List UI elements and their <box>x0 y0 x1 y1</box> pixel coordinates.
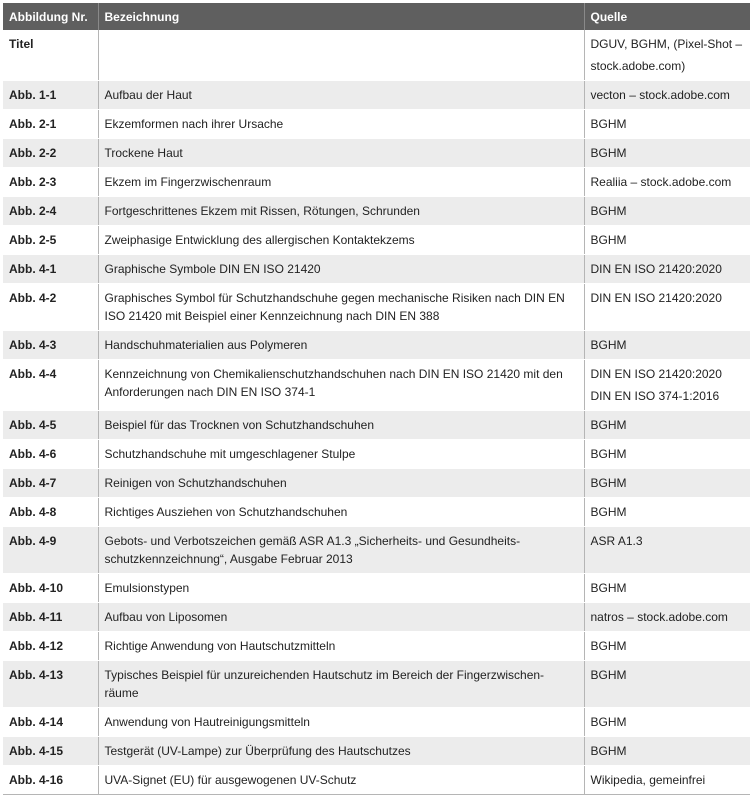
figure-number: Abb. 1-1 <box>3 81 98 110</box>
figure-source <box>584 81 750 110</box>
figure-number: Abb. 4-15 <box>3 737 98 766</box>
figure-source <box>584 766 750 795</box>
figure-description: Richtiges Ausziehen von Schutzhandschuhen <box>98 498 584 527</box>
table-body <box>3 30 750 795</box>
figure-number: Abb. 2-2 <box>3 139 98 168</box>
table-row <box>3 81 750 110</box>
source-line: BGHM <box>590 447 627 461</box>
source-line: DIN EN ISO 21420:2020 <box>590 262 722 276</box>
figure-number: Abb. 4-9 <box>3 527 98 574</box>
figure-source <box>584 440 750 469</box>
figure-source <box>584 632 750 661</box>
source-line: BGHM <box>590 744 627 758</box>
figure-number: Abb. 4-7 <box>3 469 98 498</box>
header-row <box>3 3 750 30</box>
figure-number: Abb. 4-12 <box>3 632 98 661</box>
figure-source <box>584 197 750 226</box>
figure-source <box>584 284 750 331</box>
figure-description: Graphische Symbole DIN EN ISO 21420 <box>98 255 584 284</box>
figure-number: Abb. 2-5 <box>3 226 98 255</box>
table-row <box>3 766 750 795</box>
table-row <box>3 139 750 168</box>
figure-number: Abb. 4-1 <box>3 255 98 284</box>
table-row <box>3 30 750 81</box>
source-line: BGHM <box>590 117 627 131</box>
table-row <box>3 440 750 469</box>
figure-number: Abb. 4-8 <box>3 498 98 527</box>
header-source: Quelle <box>584 3 750 30</box>
source-line: ASR A1.3 <box>590 534 643 548</box>
table-row <box>3 168 750 197</box>
source-line: BGHM <box>590 418 627 432</box>
figure-description: Zweiphasige Entwicklung des allergischen Kontaktekzems <box>98 226 584 255</box>
figure-source <box>584 139 750 168</box>
source-line: BGHM <box>590 581 627 595</box>
table-row <box>3 255 750 284</box>
table-row <box>3 360 750 411</box>
figure-description: Trockene Haut <box>98 139 584 168</box>
figure-source <box>584 527 750 574</box>
figure-number: Abb. 4-3 <box>3 331 98 360</box>
figure-source <box>584 574 750 603</box>
source-line: BGHM <box>590 233 627 247</box>
source-line: BGHM <box>590 505 627 519</box>
figure-description: Schutzhandschuhe mit umgeschlagener Stulpe <box>98 440 584 469</box>
table-row <box>3 498 750 527</box>
figure-description: Kennzeichnung von Chemikalienschutzhandschuhen nach DIN EN ISO 21420 mit den Anforderungen nach DIN EN ISO 374-1 <box>98 360 584 411</box>
figure-number: Abb. 4-2 <box>3 284 98 331</box>
figure-source <box>584 360 750 411</box>
figure-source <box>584 708 750 737</box>
figure-number: Abb. 4-6 <box>3 440 98 469</box>
figure-number: Abb. 2-4 <box>3 197 98 226</box>
table-row <box>3 574 750 603</box>
source-line: Wikipedia, gemeinfrei <box>590 773 706 787</box>
figure-source <box>584 661 750 708</box>
figure-description: Reinigen von Schutzhandschuhen <box>98 469 584 498</box>
table-row <box>3 737 750 766</box>
figure-source <box>584 255 750 284</box>
figure-source <box>584 469 750 498</box>
source-line: DIN EN ISO 21420:2020 <box>590 367 722 381</box>
table-row <box>3 708 750 737</box>
figure-number: Abb. 2-1 <box>3 110 98 139</box>
figure-number: Abb. 4-14 <box>3 708 98 737</box>
source-line: DGUV, BGHM, (Pixel-Shot – <box>590 37 743 51</box>
figure-description: Emulsionstypen <box>98 574 584 603</box>
source-line: BGHM <box>590 668 627 682</box>
figure-description <box>98 30 584 81</box>
figure-description: Graphisches Symbol für Schutzhandschuhe gegen mechanische Risiken nach DIN EN ISO 21420 mit Beispiel einer Kennzeichnung nach DIN EN 388 <box>98 284 584 331</box>
figure-number: Abb. 4-13 <box>3 661 98 708</box>
header-description: Bezeichnung <box>98 3 584 30</box>
table-row <box>3 197 750 226</box>
table-row <box>3 110 750 139</box>
table-row <box>3 527 750 574</box>
figure-source <box>584 498 750 527</box>
table-row <box>3 331 750 360</box>
header-figure-number: Abbildung Nr. <box>3 3 98 30</box>
table-row <box>3 226 750 255</box>
figure-number: Abb. 4-11 <box>3 603 98 632</box>
figure-source <box>584 168 750 197</box>
source-line: BGHM <box>590 715 627 729</box>
figure-source <box>584 30 750 81</box>
figure-description: Fortgeschrittenes Ekzem mit Rissen, Rötungen, Schrunden <box>98 197 584 226</box>
source-line: DIN EN ISO 21420:2020 <box>590 291 722 305</box>
figure-description: Aufbau der Haut <box>98 81 584 110</box>
figure-source <box>584 411 750 440</box>
figure-number: Abb. 4-5 <box>3 411 98 440</box>
source-line: BGHM <box>590 338 627 352</box>
figure-description: Handschuhmaterialien aus Polymeren <box>98 331 584 360</box>
figure-description: Ekzem im Fingerzwischenraum <box>98 168 584 197</box>
source-line: BGHM <box>590 146 627 160</box>
table-row <box>3 411 750 440</box>
source-line: BGHM <box>590 204 627 218</box>
figure-number: Abb. 4-4 <box>3 360 98 411</box>
figure-description: Testgerät (UV-Lampe) zur Überprüfung des Hautschutzes <box>98 737 584 766</box>
figure-description: Aufbau von Liposomen <box>98 603 584 632</box>
figure-source <box>584 737 750 766</box>
figure-source <box>584 603 750 632</box>
figure-description: Gebots- und Verbotszeichen gemäß ASR A1.3 „Sicherheits- und Gesundheits-schutzkennzeichnung“, Ausgabe Februar 2013 <box>98 527 584 574</box>
figure-description: Beispiel für das Trocknen von Schutzhandschuhen <box>98 411 584 440</box>
figure-number: Titel <box>3 30 98 81</box>
figure-description: Ekzemformen nach ihrer Ursache <box>98 110 584 139</box>
table-row <box>3 284 750 331</box>
figure-description: Richtige Anwendung von Hautschutzmitteln <box>98 632 584 661</box>
figure-source <box>584 226 750 255</box>
figure-number: Abb. 4-10 <box>3 574 98 603</box>
source-line: Realiia – stock.adobe.com <box>590 175 732 189</box>
source-line: DIN EN ISO 374-1:2016 <box>590 389 720 403</box>
figure-source <box>584 110 750 139</box>
figure-credits-table <box>3 3 750 795</box>
table-row <box>3 661 750 708</box>
source-line: BGHM <box>590 476 627 490</box>
figure-description: Typisches Beispiel für unzureichenden Hautschutz im Bereich der Fingerzwischen-räume <box>98 661 584 708</box>
figure-number: Abb. 4-16 <box>3 766 98 795</box>
table-row <box>3 469 750 498</box>
table-row <box>3 603 750 632</box>
figure-description: Anwendung von Hautreinigungsmitteln <box>98 708 584 737</box>
source-line: natros – stock.adobe.com <box>590 610 728 624</box>
source-line: BGHM <box>590 639 627 653</box>
figure-number: Abb. 2-3 <box>3 168 98 197</box>
source-line: vecton – stock.adobe.com <box>590 88 730 102</box>
source-line: stock.adobe.com) <box>590 59 686 73</box>
table-row <box>3 632 750 661</box>
figure-description: UVA-Signet (EU) für ausgewogenen UV-Schutz <box>98 766 584 795</box>
figure-source <box>584 331 750 360</box>
